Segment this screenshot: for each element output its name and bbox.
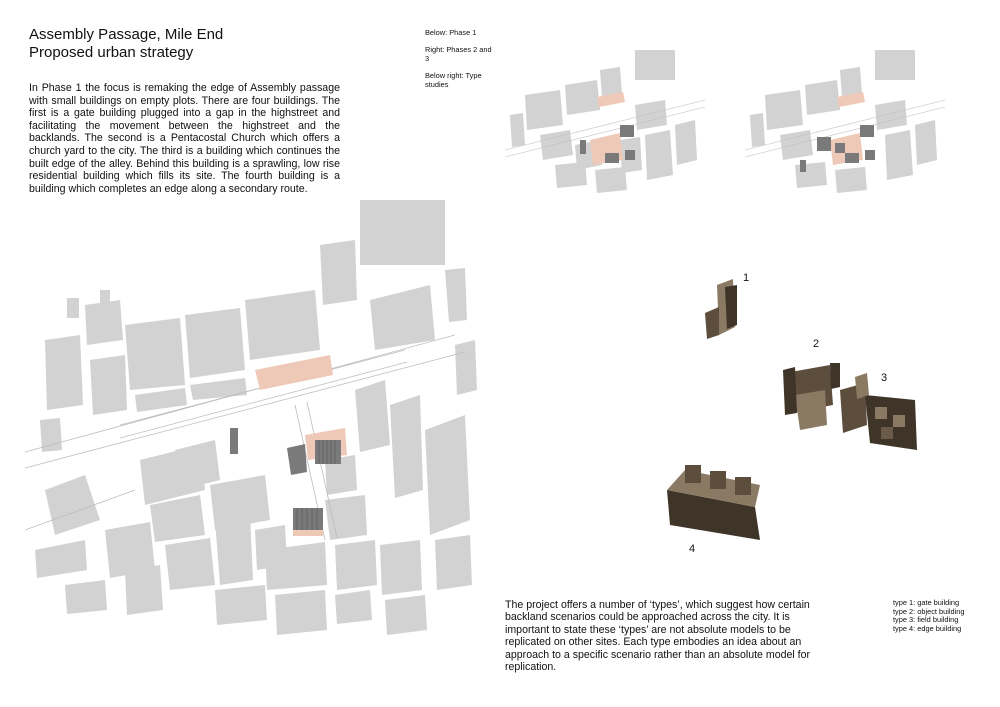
- phase2-site-plan: [505, 45, 705, 195]
- legend-item-type-4: type 4: edge building: [893, 623, 962, 633]
- model-1: [705, 279, 737, 339]
- note-below-right: Below right: Type studies: [425, 71, 482, 89]
- note-right: Right: Phases 2 and 3: [425, 45, 492, 63]
- legend-item-type-3: type 3: field building: [893, 615, 959, 625]
- model-label-4: 4: [689, 543, 696, 555]
- phase3-site-plan: [745, 45, 945, 195]
- legend-item-type-1: type 1: gate building: [893, 598, 960, 607]
- model-label-2: 2: [813, 338, 820, 350]
- intro-paragraph: In Phase 1 the focus is remaking the edge of Assembly passage with small buildings on empty plots. There are four buildings. The first is a gate building plugged into a gap in the highstreet and facilitating the movement between the highstreet and the backlands. The second is a Pentacostal Church which offers a church yard to the city. The third is a building which continues the built edge of the alley. Behind this building is a sprawling, low rise residential building which fills its site. The fourth building is a building which completes an edge along a secondary route.: [29, 82, 340, 195]
- type-legend: [893, 599, 965, 633]
- types-paragraph: The project offers a number of ‘types’, which suggest how certain backland scenarios could be approached across the city. It is important to state these ‘types’ are not absolute models to be replicated on other sites. Each type embodies an idea about an approach to a specific scenario rather than an absolute model for replication.: [505, 599, 811, 674]
- legend-item-type-2: type 2: object building: [893, 606, 965, 616]
- layout-notes: [425, 28, 495, 97]
- model-label-3: 3: [881, 372, 888, 384]
- page-title: [29, 26, 223, 62]
- note-below: Below: Phase 1: [425, 28, 477, 37]
- model-4: [667, 465, 760, 540]
- model-3: [840, 373, 917, 450]
- model-2: [783, 363, 840, 430]
- type-study-models: [655, 265, 945, 555]
- phase1-site-plan: [25, 190, 495, 640]
- title-line-1: Assembly Passage, Mile End: [29, 26, 224, 43]
- title-line-2: Proposed urban strategy: [29, 44, 194, 61]
- model-label-1: 1: [743, 272, 750, 284]
